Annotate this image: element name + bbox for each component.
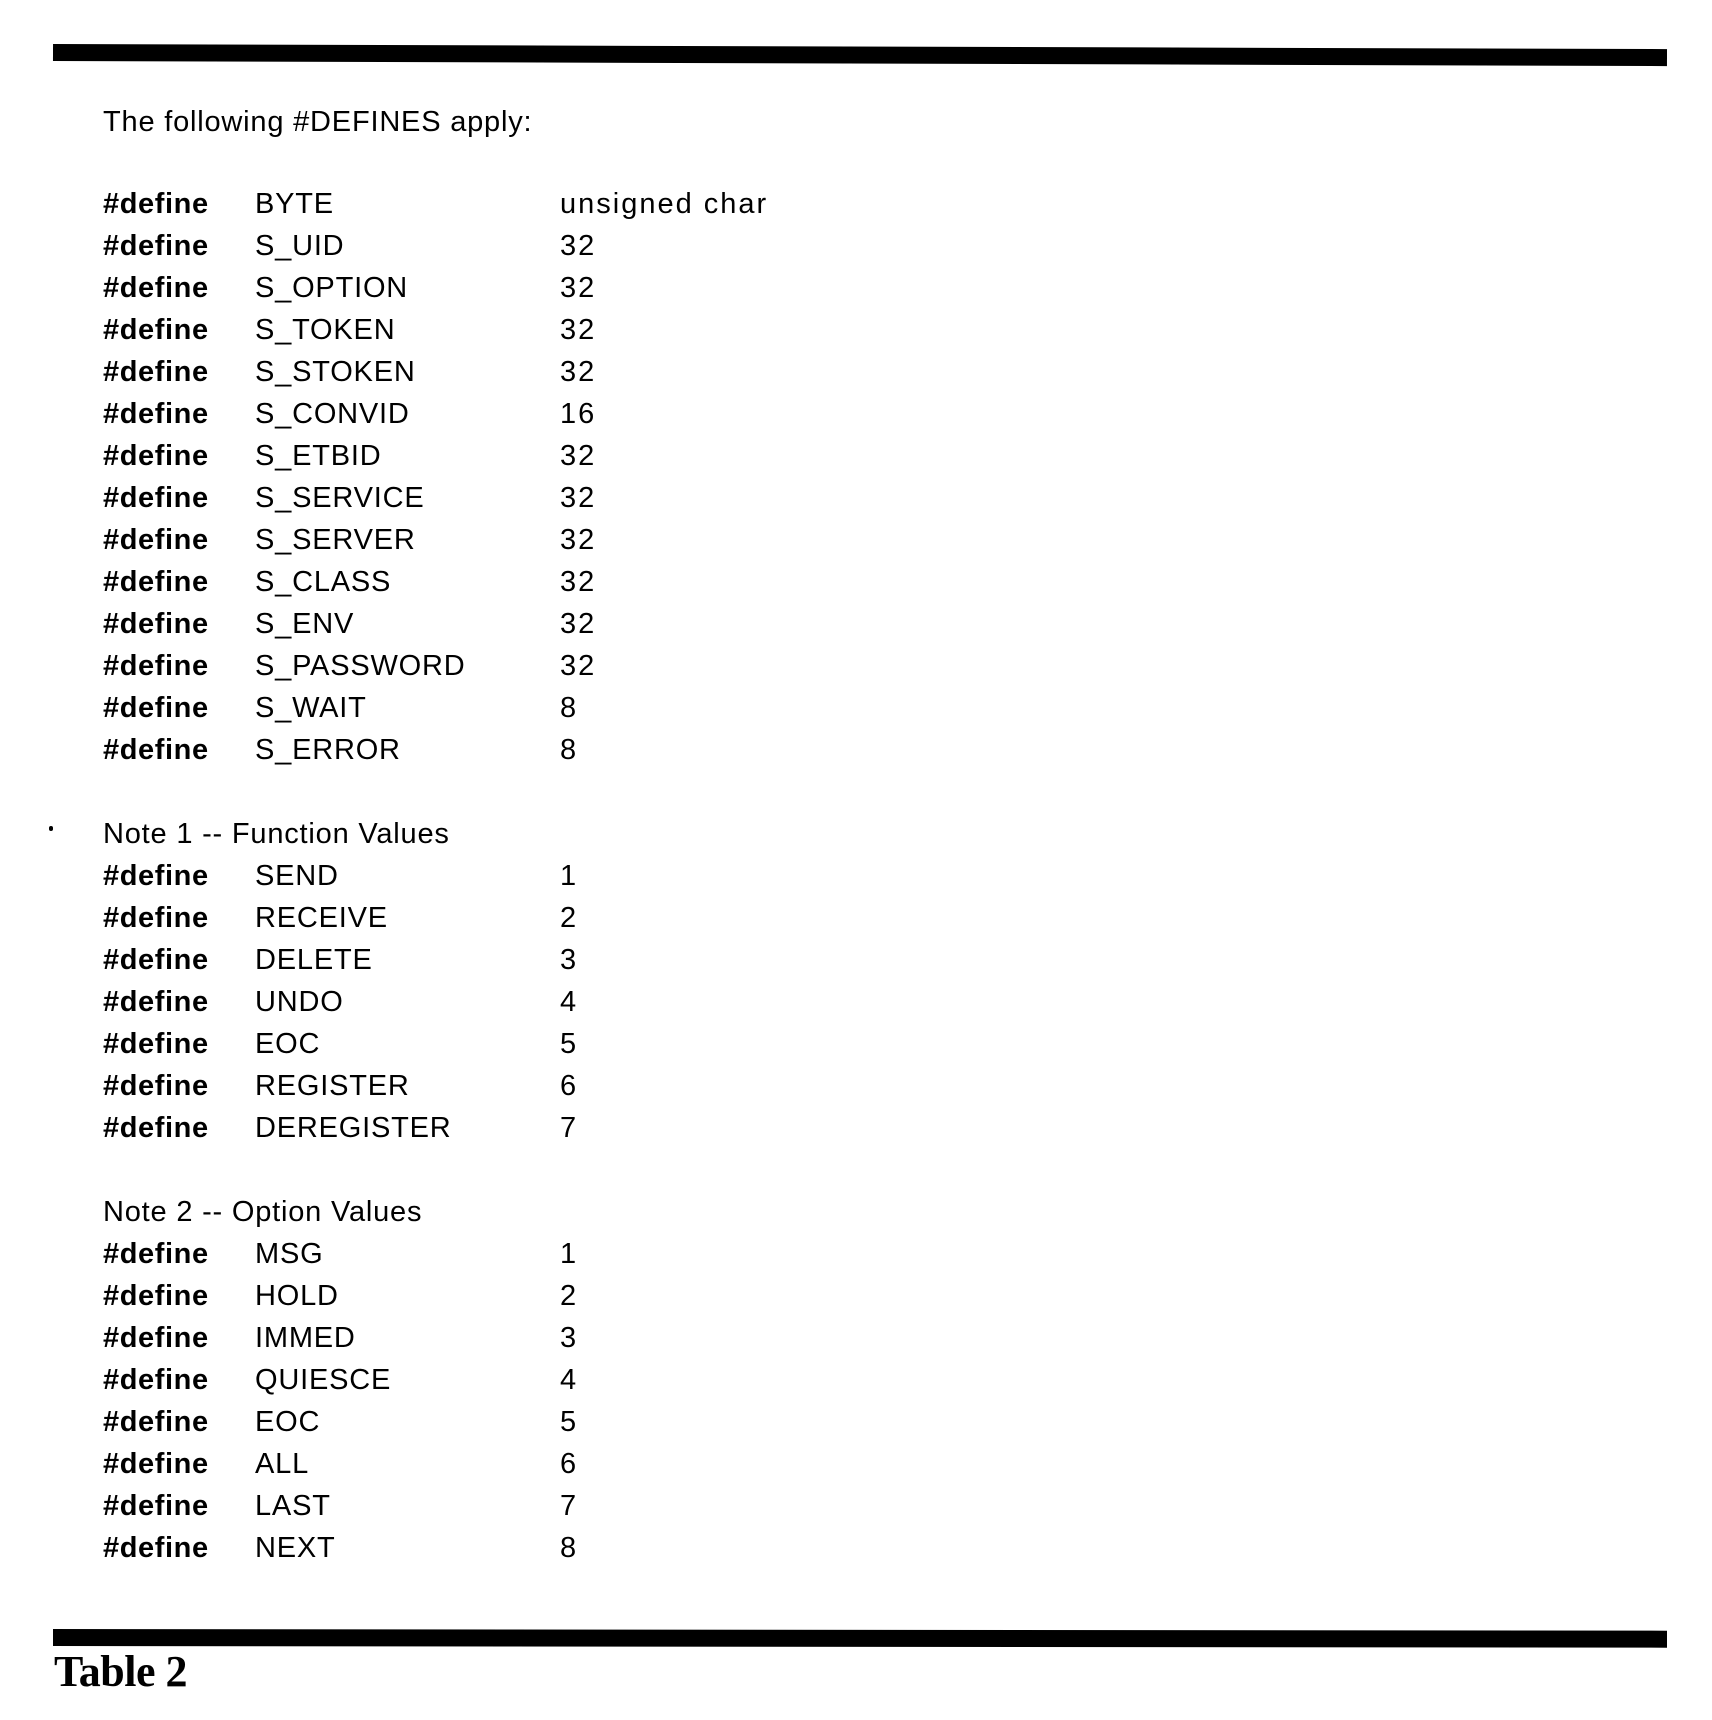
define-row (103, 897, 1003, 939)
define-name: S_CLASS (255, 566, 392, 598)
define-row (103, 603, 1003, 645)
intro-text: The following #DEFINES apply: (103, 106, 533, 138)
define-value: 8 (560, 1532, 579, 1564)
define-value: 32 (560, 650, 597, 682)
define-name: EOC (255, 1028, 321, 1060)
define-name: RECEIVE (255, 902, 388, 934)
define-value: 3 (560, 1322, 579, 1354)
define-value: 8 (560, 734, 579, 766)
define-name: S_UID (255, 230, 345, 262)
define-value: 32 (560, 230, 597, 262)
define-value: 32 (560, 608, 597, 640)
define-name: EOC (255, 1406, 321, 1438)
define-name: S_PASSWORD (255, 650, 466, 682)
define-keyword: #define (103, 524, 209, 556)
define-value: 6 (560, 1070, 579, 1102)
define-value: 5 (560, 1406, 579, 1438)
define-row (103, 855, 1003, 897)
define-row (103, 225, 1003, 267)
define-name: SEND (255, 860, 339, 892)
define-row (103, 1065, 1003, 1107)
define-value: 7 (560, 1112, 579, 1144)
define-keyword: #define (103, 566, 209, 598)
define-row (103, 1401, 1003, 1443)
define-name: S_CONVID (255, 398, 410, 430)
define-keyword: #define (103, 398, 209, 430)
define-value: 16 (560, 398, 597, 430)
define-name: LAST (255, 1490, 331, 1522)
define-value: 32 (560, 356, 597, 388)
define-name: QUIESCE (255, 1364, 392, 1396)
define-row (103, 1359, 1003, 1401)
define-keyword: #define (103, 986, 209, 1018)
define-name: BYTE (255, 188, 334, 220)
define-keyword: #define (103, 650, 209, 682)
define-keyword: #define (103, 1028, 209, 1060)
size-defines-section (103, 183, 1003, 771)
note-1-heading: Note 1 -- Function Values (103, 818, 450, 850)
define-keyword: #define (103, 860, 209, 892)
define-value: 32 (560, 482, 597, 514)
define-keyword: #define (103, 902, 209, 934)
scan-speck (49, 826, 53, 831)
define-row (103, 477, 1003, 519)
define-row (103, 939, 1003, 981)
define-keyword: #define (103, 482, 209, 514)
define-row (103, 1317, 1003, 1359)
define-keyword: #define (103, 692, 209, 724)
table-caption: Table 2 (54, 1647, 188, 1696)
note-2-heading: Note 2 -- Option Values (103, 1196, 423, 1228)
define-row (103, 183, 1003, 225)
define-keyword: #define (103, 734, 209, 766)
define-value: 1 (560, 860, 579, 892)
define-keyword: #define (103, 1238, 209, 1270)
define-name: ALL (255, 1448, 309, 1480)
define-name: S_OPTION (255, 272, 409, 304)
define-value: 4 (560, 1364, 579, 1396)
define-keyword: #define (103, 356, 209, 388)
define-name: IMMED (255, 1322, 356, 1354)
define-value: 6 (560, 1448, 579, 1480)
define-keyword: #define (103, 1070, 209, 1102)
define-name: S_ENV (255, 608, 355, 640)
define-name: HOLD (255, 1280, 339, 1312)
define-keyword: #define (103, 230, 209, 262)
define-keyword: #define (103, 1112, 209, 1144)
define-name: S_TOKEN (255, 314, 396, 346)
option-values-section (103, 1191, 1003, 1569)
define-keyword: #define (103, 188, 209, 220)
define-row (103, 1527, 1003, 1569)
define-row (103, 519, 1003, 561)
define-value: 32 (560, 524, 597, 556)
define-value: 7 (560, 1490, 579, 1522)
define-name: S_WAIT (255, 692, 367, 724)
define-row (103, 309, 1003, 351)
define-keyword: #define (103, 944, 209, 976)
define-value: 2 (560, 1280, 579, 1312)
define-name: REGISTER (255, 1070, 410, 1102)
define-value: 32 (560, 566, 597, 598)
top-rule (53, 44, 1667, 66)
define-name: S_ERROR (255, 734, 401, 766)
define-row (103, 393, 1003, 435)
define-value: 8 (560, 692, 579, 724)
define-name: S_ETBID (255, 440, 382, 472)
define-name: S_SERVER (255, 524, 416, 556)
define-row (103, 1485, 1003, 1527)
define-value: 32 (560, 440, 597, 472)
define-name: S_SERVICE (255, 482, 425, 514)
define-row (103, 687, 1003, 729)
define-keyword: #define (103, 1280, 209, 1312)
define-name: DEREGISTER (255, 1112, 452, 1144)
define-name: NEXT (255, 1532, 336, 1564)
define-keyword: #define (103, 1448, 209, 1480)
define-row (103, 1443, 1003, 1485)
define-row (103, 1107, 1003, 1149)
define-value: unsigned char (560, 188, 769, 220)
define-keyword: #define (103, 1490, 209, 1522)
define-keyword: #define (103, 1532, 209, 1564)
bottom-rule (53, 1629, 1667, 1648)
define-name: DELETE (255, 944, 373, 976)
define-value: 32 (560, 314, 597, 346)
define-row (103, 981, 1003, 1023)
define-row (103, 1023, 1003, 1065)
define-row (103, 267, 1003, 309)
define-value: 4 (560, 986, 579, 1018)
define-row (103, 729, 1003, 771)
define-value: 2 (560, 902, 579, 934)
define-row (103, 1275, 1003, 1317)
define-row (103, 645, 1003, 687)
define-value: 32 (560, 272, 597, 304)
define-value: 5 (560, 1028, 579, 1060)
define-value: 1 (560, 1238, 579, 1270)
define-row (103, 435, 1003, 477)
define-keyword: #define (103, 1364, 209, 1396)
define-name: S_STOKEN (255, 356, 416, 388)
define-name: UNDO (255, 986, 344, 1018)
define-row (103, 1233, 1003, 1275)
function-values-section (103, 813, 1003, 1149)
define-keyword: #define (103, 440, 209, 472)
define-keyword: #define (103, 1322, 209, 1354)
define-row (103, 351, 1003, 393)
define-value: 3 (560, 944, 579, 976)
define-name: MSG (255, 1238, 324, 1270)
define-keyword: #define (103, 272, 209, 304)
define-keyword: #define (103, 314, 209, 346)
define-row (103, 561, 1003, 603)
define-keyword: #define (103, 1406, 209, 1438)
define-keyword: #define (103, 608, 209, 640)
